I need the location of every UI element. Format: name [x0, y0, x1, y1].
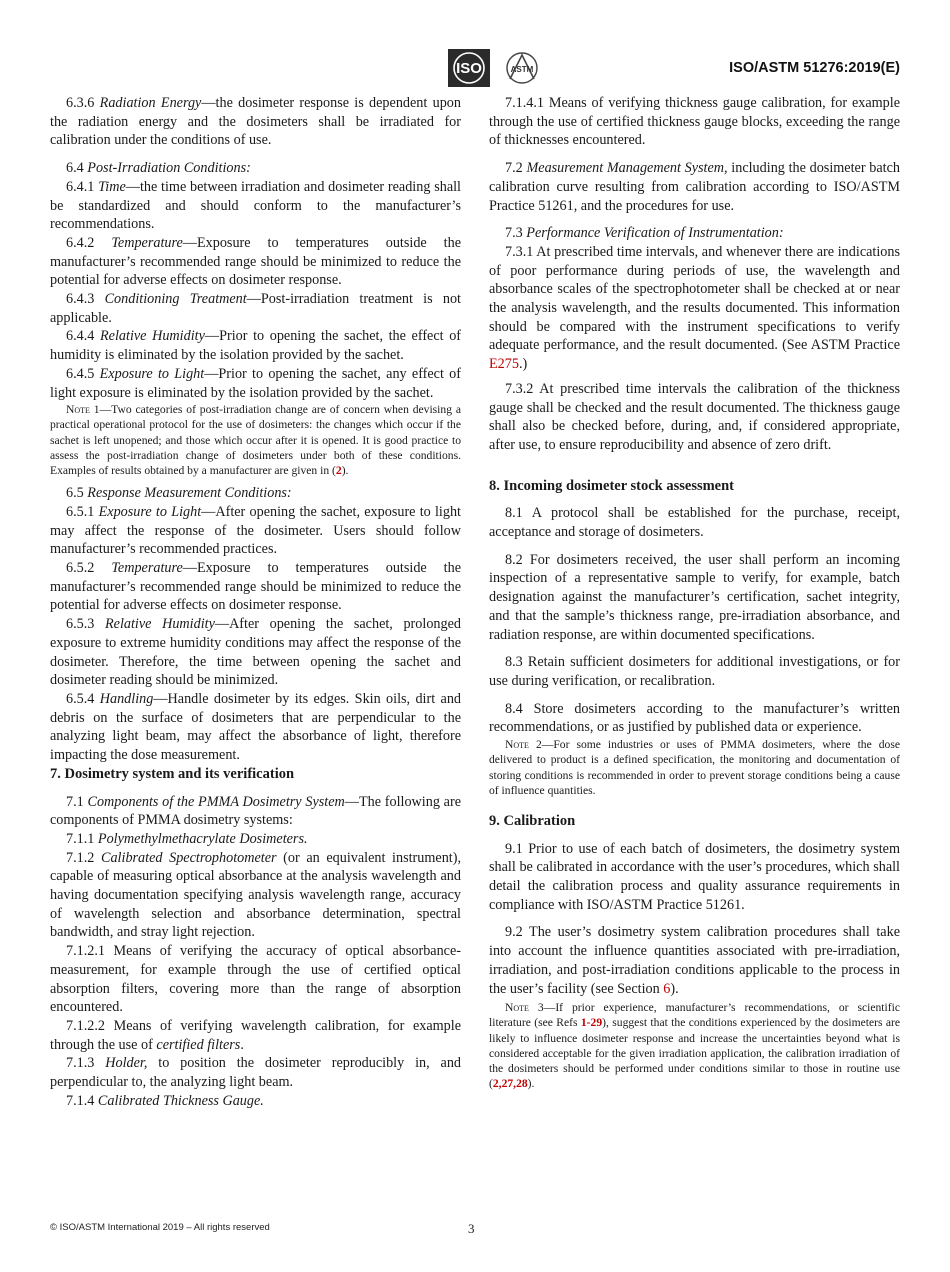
page-header — [0, 44, 950, 88]
note-number: 1 — [93, 403, 100, 417]
iso-logo-text: ISO — [456, 60, 482, 77]
term: Conditioning Treatment — [104, 291, 247, 308]
astm-logo — [502, 49, 542, 87]
term: Handling — [99, 691, 154, 707]
paragraph-7-3-1 — [489, 243, 900, 374]
paragraph-6-5-4 — [50, 690, 461, 765]
paragraph-7-1-1 — [50, 830, 461, 849]
reference-link[interactable]: 2 — [335, 464, 342, 478]
term: Performance Verification of Instrumentation: — [526, 225, 784, 242]
section-heading-8: 8. Incoming dosimeter stock assessment — [489, 477, 735, 494]
astm-logo-text: ASTM — [510, 65, 534, 74]
term: Relative Humidity — [100, 328, 205, 345]
paragraph-6-4-1 — [50, 178, 461, 234]
paragraph-7-1-3 — [50, 1054, 461, 1091]
term: Measurement Management System, — [526, 160, 728, 177]
paragraph-6-4 — [50, 159, 461, 178]
term: Radiation Energy — [99, 95, 202, 111]
paragraph-text: —After opening the sachet, prolonged exposure to extreme humidity conditions may affect the response of the dosimeter. Therefore, the time between opening the sachet and dosimeter reading should be minimized. — [50, 616, 461, 689]
paragraph-6-5-3 — [50, 615, 461, 690]
paragraph-text: For dosimeters received, the user shall perform an incoming inspection of a representative sample to verify, for example, batch designation against the manufacturer’s certification, sachet integrity, and that the sample’s thickness range, pre-irradiation absorbance, and radiation response, are within documented specifications. — [489, 551, 900, 643]
section-number: 6.4.5 — [66, 365, 95, 382]
paragraph-text: Means of verifying the accuracy of optical absorbance-measurement, for example through the use of certified optical absorption filters, covering more than the range of absorption encountered. — [50, 943, 462, 1016]
section-number: 6.4.2 — [66, 234, 95, 251]
paragraph-text: Means of verifying thickness gauge calibration, for example through the use of certified thickness gauge blocks, exceeding the range of thicknesses encountered. — [489, 95, 900, 149]
left-column — [50, 94, 461, 1110]
note-1 — [50, 402, 461, 478]
reference-link[interactable]: 28 — [516, 1077, 528, 1091]
section-number: 6.5 — [66, 485, 84, 502]
paragraph-7-1-2 — [50, 849, 461, 943]
paragraph-7-3 — [489, 224, 900, 243]
paragraph-text: —Exposure to temperatures outside the manufacturer’s recommended range should be minimized to reduce the potential for adverse effects on dosimeter response. — [50, 234, 461, 289]
term: Exposure to Light — [98, 503, 202, 520]
paragraph-7-1-4-1 — [489, 94, 900, 150]
paragraph-6-4-4 — [50, 327, 461, 364]
note-label: Note — [505, 738, 529, 752]
document-id: ISO/ASTM 51276:2019(E) — [729, 60, 900, 76]
section-number: 6.3.6 — [66, 95, 95, 111]
section-number: 9.1 — [505, 840, 523, 857]
section-number: 6.5.1 — [66, 503, 95, 520]
paragraph-7-3-2 — [489, 380, 900, 455]
paragraph-text: —the dosimeter response is dependent upon the radiation energy and the dosimeters shall be irradiated for calibration under the conditions of use. — [50, 95, 461, 149]
term: Calibrated Thickness Gauge. — [97, 1092, 264, 1109]
term: Time — [98, 178, 126, 195]
paragraph-text-end: .) — [518, 356, 528, 373]
reference-link[interactable]: 27 — [501, 1077, 514, 1091]
paragraph-7-1-2-1 — [50, 942, 461, 1017]
section-number: 8.1 — [505, 505, 523, 522]
section-number: 7.1.2.2 — [66, 1017, 106, 1034]
section-number: 7.2 — [505, 160, 523, 177]
term: Polymethylmethacrylate Dosimeters. — [97, 830, 308, 847]
section-number: 9.2 — [505, 924, 523, 941]
section-number: 7.1.1 — [66, 830, 95, 847]
paragraph-8-3 — [489, 653, 900, 690]
section-number: 7.1.4.1 — [505, 95, 545, 111]
note-label: Note — [505, 1001, 529, 1015]
term: Relative Humidity — [104, 616, 215, 633]
paragraph-text: —Prior to opening the sachet, any effect of light exposure is eliminated by the isolation provided by the sachet. — [50, 365, 461, 401]
note-text: —If prior experience, manufacturer’s recommendations, or scientific literature (see Refs — [489, 1001, 900, 1030]
section-link-6[interactable]: 6 — [663, 980, 671, 997]
paragraph-6-5 — [50, 484, 461, 503]
paragraph-8-4 — [489, 700, 900, 737]
reference-separator: , — [513, 1077, 517, 1091]
reference-link[interactable]: 1-29 — [580, 1016, 603, 1030]
paragraph-text: —Handle dosimeter by its edges. Skin oils, dirt and debris on the surface of dosimeters that are perpendicular to the analyzing light beam, may affect the absorbance of light, therefore impacting the dose measurement. — [50, 691, 462, 764]
note-2 — [489, 737, 900, 798]
paragraph-text: —After opening the sachet, exposure to light may affect the response of the dosimeter. Users should follow manufacturer’s recommended practices. — [50, 503, 462, 558]
note-text: —Two categories of post-irradiation change are of concern when devising a practical operational protocol for the use of dosimeters: the changes which occur if the sachet is left unopened; and those which occur after it is opened. It is good practice to assess the post-irradiation change of dosimeters under both of these conditions. Examples of results obtained by a manufacturer are given in ( — [50, 403, 461, 478]
section-number: 8.4 — [505, 700, 523, 717]
paragraph-text: —the time between irradiation and dosimeter reading shall be standardized and should conform to the manufacturer’s recommendations. — [50, 178, 461, 233]
paragraph-8-1 — [489, 504, 900, 541]
paragraph-7-2 — [489, 159, 900, 215]
term: Components of the PMMA Dosimetry System — [87, 793, 345, 810]
section-number: 6.4.3 — [66, 291, 95, 308]
section-number: 8.3 — [505, 654, 523, 671]
paragraph-6-5-2 — [50, 559, 461, 615]
paragraph-text: (or an equivalent instrument), capable of measuring optical absorbance at the analysis wavelength and having documentation specifying analysis wavelength range, accuracy of wavelength selection and absorbance determination, spectral bandwidth, and stray light rejection. — [50, 849, 462, 941]
section-number: 6.4.4 — [66, 328, 95, 345]
term: Temperature — [111, 234, 183, 251]
paragraph-6-5-1 — [50, 503, 461, 559]
paragraph-6-4-2 — [50, 234, 461, 290]
paragraph-text: Store dosimeters according to the manufacturer’s written recommendations, or as justified by published data or experience. — [489, 700, 901, 736]
note-number: 3 — [537, 1001, 544, 1015]
note-text-end: ). — [341, 464, 349, 478]
section-number: 8.2 — [505, 551, 523, 568]
paragraph-6-3-6 — [50, 94, 461, 150]
paragraph-text-end: ). — [670, 980, 679, 997]
paragraph-8-2 — [489, 551, 900, 645]
term: Response Measurement Conditions: — [87, 485, 292, 502]
section-number: 7.1.3 — [66, 1055, 95, 1072]
section-number: 7.3 — [505, 225, 523, 242]
term: Calibrated Spectrophotometer — [101, 849, 277, 866]
section-number: 6.4 — [66, 160, 84, 177]
page-number: 3 — [468, 1221, 475, 1236]
paragraph-text: —Exposure to temperatures outside the manufacturer’s recommended range should be minimized to reduce the potential for adverse effects on dosimeter response. — [50, 560, 461, 614]
section-heading-9: 9. Calibration — [489, 812, 576, 829]
section-heading-7: 7. Dosimetry system and its verification — [50, 765, 295, 782]
section-number: 7.3.2 — [505, 380, 534, 397]
paragraph-text: including the dosimeter batch calibration curve resulting from calibration according to ISO/ASTM Practice 51261, and the procedures for use. — [489, 160, 901, 214]
section-number: 7.1.4 — [66, 1092, 95, 1109]
paragraph-7-1-4 — [50, 1092, 461, 1111]
section-number: 6.4.1 — [66, 178, 95, 195]
iso-logo — [448, 49, 490, 87]
copyright-notice: © ISO/ASTM International 2019 – All rights reserved — [50, 1222, 270, 1233]
note-text-end: ). — [527, 1077, 535, 1091]
paragraph-text: Retain sufficient dosimeters for additional investigations, or for use during verification, or recalibration. — [489, 654, 901, 689]
section-number: 7.1 — [66, 793, 84, 810]
section-number: 7.1.2 — [66, 849, 95, 866]
paragraph-7-1-2-2 — [50, 1017, 461, 1054]
paragraph-text: At prescribed time intervals, and whenever there are indications of poor performance during periods of use, the wavelength and absorbance scales of the spectrophotometer shall be checked at or near the analysis wavelength, and the results documented. This information should be compared with the instrument specifications to verify adequate performance, and the result documented. (See ASTM Practice — [489, 243, 901, 354]
right-column — [489, 94, 900, 1091]
paragraph-9-1 — [489, 840, 900, 915]
note-label: Note — [66, 403, 90, 417]
paragraph-text: —Post-irradiation treatment is not applicable. — [50, 291, 461, 326]
paragraph-text: —The following are components of PMMA dosimetry systems: — [50, 793, 461, 829]
section-number: 7.3.1 — [505, 243, 534, 260]
reference-link[interactable]: 2 — [492, 1077, 499, 1091]
note-text: ), suggest that the conditions experienced by the dosimeters are likely to influence dosimeter response and increase the uncertainties beyond what is considered acceptable for the given irradiation application, the calibration irradiation of the dosimeters should be performed under conditions similar to those in routine use ( — [489, 1016, 901, 1091]
section-number: 6.5.4 — [66, 691, 95, 707]
paragraph-text: A protocol shall be established for the purchase, receipt, acceptance and storage of dosimeters. — [489, 505, 901, 541]
note-number: 2 — [535, 738, 542, 752]
paragraph-text: Prior to use of each batch of dosimeters, the dosimetry system shall be calibrated in accordance with the user’s procedures, which shall detail the calibration process and quality assurance requirements in compliance with ISO/ASTM Practice 51261. — [489, 840, 901, 913]
term: Holder, — [105, 1055, 148, 1072]
paragraph-text-end: . — [240, 1036, 244, 1053]
term: Temperature — [111, 560, 183, 577]
paragraph-text: The user’s dosimetry system calibration procedures shall take into account the influence quantities associated with pre-irradiation, irradiation, and post-irradiation conditions applicable to the process in the user’s facility (see Section — [489, 924, 900, 997]
note-3 — [489, 1000, 900, 1091]
paragraph-6-4-5 — [50, 365, 461, 402]
paragraph-9-2 — [489, 923, 900, 998]
section-number: 6.5.2 — [66, 560, 95, 577]
paragraph-7-1 — [50, 793, 461, 830]
term: certified filters — [156, 1036, 241, 1053]
paragraph-text: At prescribed time intervals the calibration of the thickness gauge shall be checked and the result documented. The thickness gauge shall also be checked before, during, and, if considered appropriate, after use, to ensure reproducibility and absence of zero drift. — [489, 380, 901, 453]
section-number: 7.1.2.1 — [66, 943, 106, 960]
note-text: —For some industries or uses of PMMA dosimeters, where the dose delivered to product is a defined specification, the monitoring and documentation of storing conditions is recommended in order to prevent storage conditions being a cause of influence quantities. — [489, 738, 901, 797]
term: Post-Irradiation Conditions: — [87, 160, 251, 177]
paragraph-text: to position the dosimeter reproducibly in, and perpendicular to, the analyzing light beam. — [50, 1055, 462, 1091]
term: Exposure to Light — [99, 365, 205, 382]
paragraph-text: Means of verifying wavelength calibration, for example through the use of — [50, 1017, 461, 1053]
paragraph-6-4-3 — [50, 290, 461, 327]
section-number: 6.5.3 — [66, 616, 95, 633]
paragraph-text: —Prior to opening the sachet, the effect of humidity is eliminated by the isolation provided by the sachet. — [50, 328, 462, 364]
standard-link-e275[interactable]: E275 — [489, 356, 519, 373]
reference-separator: , — [498, 1077, 502, 1091]
